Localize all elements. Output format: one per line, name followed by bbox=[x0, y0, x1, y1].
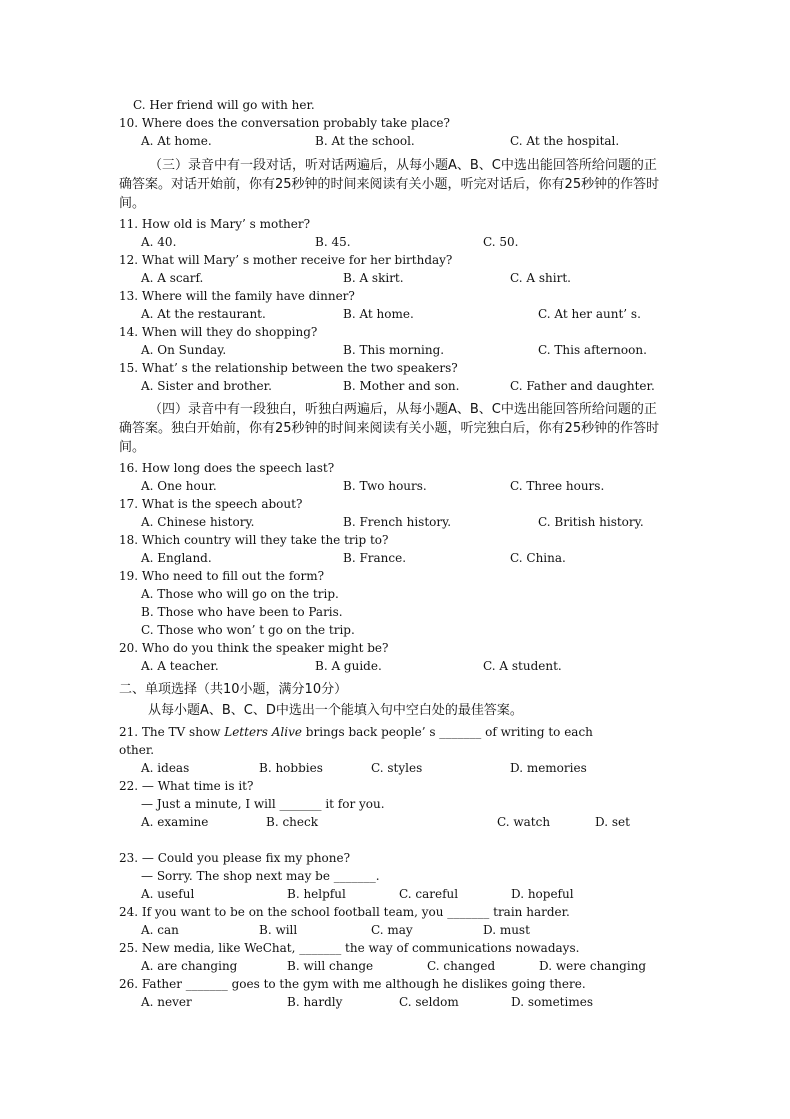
q14-option-a: A. On Sunday. bbox=[141, 343, 227, 357]
q13-stem: 13. Where will the family have dinner? bbox=[119, 289, 355, 303]
q11-option-a: A. 40. bbox=[141, 235, 177, 249]
q22-option-c: C. watch bbox=[497, 815, 551, 829]
q20-option-c: C. A student. bbox=[483, 659, 562, 673]
q14-stem: 14. When will they do shopping? bbox=[119, 325, 318, 339]
q11-option-c: C. 50. bbox=[483, 235, 519, 249]
q21-stem-continued: other. bbox=[119, 743, 155, 757]
q15-option-b: B. Mother and son. bbox=[343, 379, 460, 393]
q25-option-a: A. are changing bbox=[141, 959, 238, 973]
q10-option-a: A. At home. bbox=[141, 134, 212, 148]
q19-option-c: C. Those who won’ t go on the trip. bbox=[141, 623, 355, 637]
q10-option-c: C. At the hospital. bbox=[510, 134, 620, 148]
q12-option-a: A. A scarf. bbox=[141, 271, 204, 285]
q16-stem: 16. How long does the speech last? bbox=[119, 461, 335, 475]
q21-option-c: C. styles bbox=[371, 761, 423, 775]
q18-option-a: A. England. bbox=[141, 551, 212, 565]
q22-option-b: B. check bbox=[266, 815, 318, 829]
q13-option-c: C. At her aunt’ s. bbox=[538, 307, 641, 321]
q22-option-a: A. examine bbox=[141, 815, 209, 829]
q19-option-a: A. Those who will go on the trip. bbox=[141, 587, 339, 601]
section4-instruction: （四）录音中有一段独白，听独白两遍后，从每小题A、B、C中选出能回答所给问题的正确答案。独白开始前，你有25秒钟的时间来阅读有关小题，听完独白后，你有25秒钟的作答时间。 bbox=[119, 402, 660, 455]
q21-stem bbox=[119, 724, 593, 740]
q21-stem-start: 21. The TV show bbox=[119, 725, 225, 739]
q15-stem: 15. What’ s the relationship between the two speakers? bbox=[119, 361, 458, 375]
q26-option-b: B. hardly bbox=[287, 995, 343, 1009]
q24-option-d: D. must bbox=[483, 923, 530, 937]
q11-stem: 11. How old is Mary’ s mother? bbox=[119, 217, 311, 231]
q25-stem: 25. New media, like WeChat, _______ the way of communications nowadays. bbox=[119, 941, 580, 955]
q17-stem: 17. What is the speech about? bbox=[119, 497, 303, 511]
q18-stem: 18. Which country will they take the trip to? bbox=[119, 533, 389, 547]
q21-stem-end: brings back people’ s _______ of writing to each bbox=[301, 725, 593, 739]
q26-option-a: A. never bbox=[141, 995, 192, 1009]
q24-option-b: B. will bbox=[259, 923, 298, 937]
q13-option-b: B. At home. bbox=[343, 307, 414, 321]
q19-option-b: B. Those who have been to Paris. bbox=[141, 605, 343, 619]
q26-option-d: D. sometimes bbox=[511, 995, 593, 1009]
q23-stem: 23. — Could you please fix my phone? bbox=[119, 851, 351, 865]
q11-option-b: B. 45. bbox=[315, 235, 351, 249]
q16-option-b: B. Two hours. bbox=[343, 479, 427, 493]
q25-option-d: D. were changing bbox=[539, 959, 647, 973]
q14-option-c: C. This afternoon. bbox=[538, 343, 647, 357]
q16-option-c: C. Three hours. bbox=[510, 479, 605, 493]
q26-stem: 26. Father _______ goes to the gym with me although he dislikes going there. bbox=[119, 977, 586, 991]
q18-option-b: B. France. bbox=[343, 551, 407, 565]
q22-response: — Just a minute, I will _______ it for you. bbox=[141, 797, 385, 811]
q22-stem: 22. — What time is it? bbox=[119, 779, 254, 793]
q25-option-b: B. will change bbox=[287, 959, 374, 973]
q19-stem: 19. Who need to fill out the form? bbox=[119, 569, 325, 583]
q14-option-b: B. This morning. bbox=[343, 343, 445, 357]
q24-option-a: A. can bbox=[141, 923, 179, 937]
q12-option-b: B. A skirt. bbox=[343, 271, 404, 285]
q22-option-d: D. set bbox=[595, 815, 630, 829]
q24-option-c: C. may bbox=[371, 923, 413, 937]
part2-title: 二、单项选择（共10小题，满分10分） bbox=[119, 682, 348, 697]
part2-instruction: 从每小题A、B、C、D中选出一个能填入句中空白处的最佳答案。 bbox=[148, 703, 523, 718]
q10-stem: 10. Where does the conversation probably take place? bbox=[119, 116, 450, 130]
q16-option-a: A. One hour. bbox=[141, 479, 217, 493]
q21-option-d: D. memories bbox=[510, 761, 587, 775]
q24-stem: 24. If you want to be on the school football team, you _______ train harder. bbox=[119, 905, 570, 919]
q15-option-c: C. Father and daughter. bbox=[510, 379, 655, 393]
q10-option-b: B. At the school. bbox=[315, 134, 415, 148]
q21-option-a: A. ideas bbox=[141, 761, 190, 775]
q23-response: — Sorry. The shop next may be _______. bbox=[141, 869, 380, 883]
q26-option-c: C. seldom bbox=[399, 995, 459, 1009]
q17-option-c: C. British history. bbox=[538, 515, 644, 529]
q23-option-b: B. helpful bbox=[287, 887, 346, 901]
q12-stem: 12. What will Mary’ s mother receive for her birthday? bbox=[119, 253, 453, 267]
q21-option-b: B. hobbies bbox=[259, 761, 323, 775]
q15-option-a: A. Sister and brother. bbox=[141, 379, 272, 393]
q17-option-a: A. Chinese history. bbox=[141, 515, 255, 529]
q12-option-c: C. A shirt. bbox=[510, 271, 571, 285]
q25-option-c: C. changed bbox=[427, 959, 496, 973]
q17-option-b: B. French history. bbox=[343, 515, 452, 529]
q9-option-c: C. Her friend will go with her. bbox=[133, 98, 315, 112]
q23-option-c: C. careful bbox=[399, 887, 459, 901]
q21-show-title: Letters Alive bbox=[224, 725, 302, 739]
q23-option-d: D. hopeful bbox=[511, 887, 574, 901]
q13-option-a: A. At the restaurant. bbox=[141, 307, 266, 321]
q20-option-b: B. A guide. bbox=[315, 659, 382, 673]
q23-option-a: A. useful bbox=[141, 887, 195, 901]
q18-option-c: C. China. bbox=[510, 551, 566, 565]
section3-instruction: （三）录音中有一段对话，听对话两遍后，从每小题A、B、C中选出能回答所给问题的正确答案。对话开始前，你有25秒钟的时间来阅读有关小题，听完对话后，你有25秒钟的作答时间。 bbox=[119, 158, 660, 211]
q20-stem: 20. Who do you think the speaker might be? bbox=[119, 641, 389, 655]
q20-option-a: A. A teacher. bbox=[141, 659, 219, 673]
